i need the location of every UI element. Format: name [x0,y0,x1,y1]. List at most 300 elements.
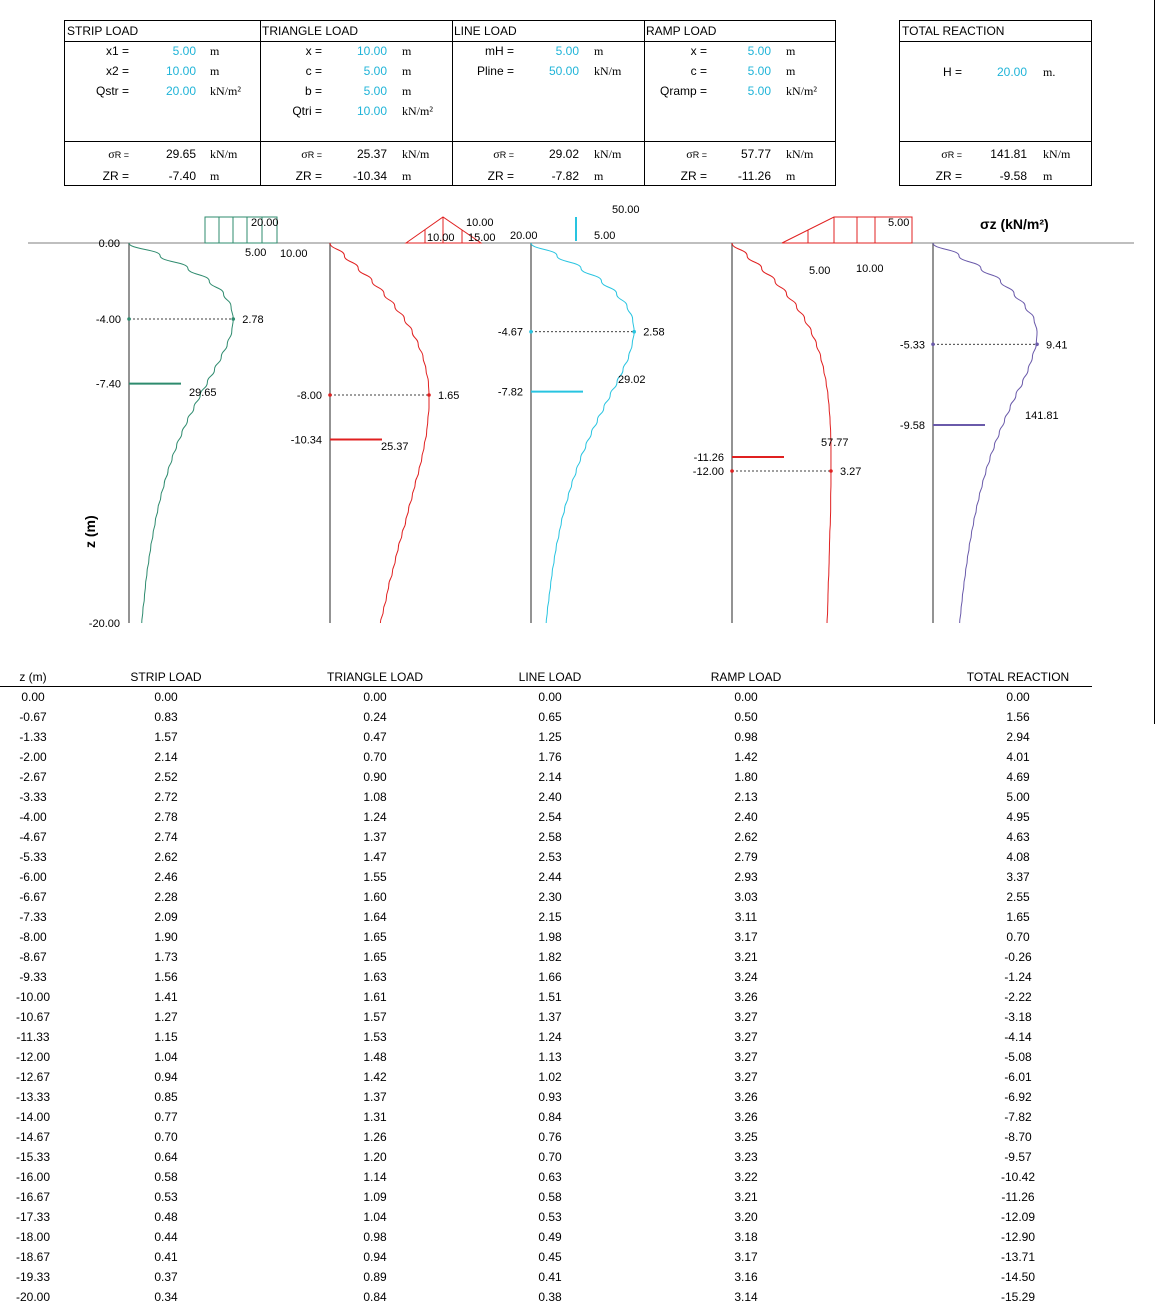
table-cell: -8.67 [19,950,47,964]
table-cell: 1.08 [363,790,387,804]
total-title: TOTAL REACTION [902,24,1005,38]
table-cell: 0.48 [154,1210,178,1224]
table-cell: 3.11 [734,910,758,924]
ramp-param-value[interactable]: 5.00 [747,64,771,78]
table-cell: 5.00 [1006,790,1030,804]
triangle-param-label: c = [305,64,322,78]
table-cell: 0.85 [154,1090,178,1104]
table-cell: 3.27 [734,1030,758,1044]
total-max-value-label: 9.41 [1046,339,1068,352]
table-cell: -16.00 [15,1170,51,1184]
table-cell: 0.44 [154,1230,178,1244]
line-resultant-z-label: -7.82 [497,386,523,399]
table-cell: 1.98 [538,930,562,944]
table-cell: 2.30 [538,890,562,904]
triangle-sigma-unit: kN/m [402,147,430,161]
table-cell: 0.84 [538,1110,562,1124]
table-cell: 0.94 [363,1250,387,1264]
table-cell: -6.01 [1004,1070,1032,1084]
table-cell: 1.61 [363,990,387,1004]
table-cell: -11.33 [16,1030,50,1044]
triangle-max-marker [427,393,431,397]
table-cell: 4.01 [1006,750,1030,764]
table-cell: -3.18 [1004,1010,1032,1024]
table-cell: 0.45 [538,1250,562,1264]
table-cell: -5.08 [1004,1050,1032,1064]
table-cell: -2.22 [1004,990,1032,1004]
ramp-param-unit: kN/m² [786,84,817,98]
table-cell: -10.00 [15,990,51,1004]
table-cell: 0.37 [154,1270,178,1284]
table-cell: 0.24 [363,710,387,724]
total-sigma-unit: kN/m [1043,147,1071,161]
table-cell: 1.37 [538,1010,562,1024]
line-max-z-label: -4.67 [497,326,523,339]
triangle-x2-label: 15.00 [468,232,496,244]
table-cell: -0.26 [1004,950,1032,964]
total-resultant-value-label: 141.81 [1025,410,1059,422]
triangle-param-unit: kN/m² [402,104,433,118]
triangle-title: TRIANGLE LOAD [262,24,359,38]
table-cell: -6.67 [19,890,47,904]
table-cell: -14.00 [15,1110,51,1124]
table-cell: 1.65 [363,930,387,944]
table-cell: 1.24 [363,810,387,824]
line-param-value[interactable]: 5.00 [555,44,579,58]
table-cell: 0.76 [538,1130,562,1144]
table-cell: 0.65 [538,710,562,724]
triangle-param-unit: m [402,44,412,58]
line-sigma-value: 29.02 [548,147,579,161]
sigma-symbol: σ [686,147,693,161]
strip-max-z-label: -4.00 [95,314,121,326]
table-cell: -10.67 [15,1010,51,1024]
table-cell: 3.26 [734,1110,758,1124]
table-cell: -9.57 [1004,1150,1032,1164]
table-cell: 0.49 [538,1230,562,1244]
table-cell: 1.56 [1006,710,1030,724]
line-p-label: 50.00 [612,204,640,216]
table-cell: 2.40 [538,790,562,804]
table-cell: 0.00 [21,690,45,704]
triangle-load-sketch [406,217,496,244]
table-cell: 1.53 [363,1030,387,1044]
strip-param-value[interactable]: 10.00 [165,64,196,78]
table-cell: 2.28 [154,890,178,904]
table-cell: 1.41 [154,990,178,1004]
table-cell: 0.50 [734,710,758,724]
total-resultant-z-label: -9.58 [899,420,925,433]
table-cell: -18.00 [15,1230,51,1244]
strip-param-unit: kN/m² [210,84,241,98]
table-cell: -1.24 [1004,970,1032,984]
stress-profile-chart [0,0,1156,640]
table-cell: 3.25 [734,1130,758,1144]
table-cell: 0.34 [154,1290,178,1304]
table-cell: 0.70 [154,1130,178,1144]
triangle-max-value-label: 1.65 [438,390,460,402]
table-column-header: LINE LOAD [518,670,582,684]
table-cell: 1.63 [363,970,387,984]
table-cell: 2.46 [154,870,178,884]
line-param-label: Pline = [476,64,514,78]
table-cell: 1.64 [363,910,387,924]
ramp-title: RAMP LOAD [646,24,717,38]
table-cell: 2.62 [734,830,758,844]
ramp-z-unit: m [786,169,796,183]
table-cell: 3.24 [734,970,758,984]
line-max-marker [529,330,533,334]
table-cell: 2.14 [154,750,178,764]
total-param-value[interactable]: 20.00 [996,65,1027,79]
strip-stress-curve [129,243,233,623]
table-cell: 3.17 [734,1250,758,1264]
y-tick-label: 0.00 [98,238,120,250]
table-cell: -13.71 [1000,1250,1036,1264]
line-resultant-value-label: 29.02 [618,374,646,386]
table-cell: 1.60 [363,890,387,904]
table-cell: 3.22 [734,1170,758,1184]
ramp-max-marker [730,469,734,473]
table-cell: -17.33 [15,1210,51,1224]
triangle-z-label: ZR = [295,169,322,183]
line-stress-curve [531,243,634,623]
table-cell: -10.42 [1000,1170,1036,1184]
table-cell: 2.62 [154,850,178,864]
table-cell: 1.27 [154,1010,178,1024]
table-cell: 0.70 [538,1150,562,1164]
table-cell: 0.93 [538,1090,562,1104]
table-cell: 1.57 [363,1010,387,1024]
table-cell: 1.42 [363,1070,387,1084]
table-cell: 2.14 [538,770,562,784]
strip-panel [95,243,267,623]
triangle-max-marker [328,393,332,397]
table-cell: 1.76 [538,750,562,764]
table-cell: -2.00 [19,750,47,764]
strip-sigma-unit: kN/m [210,147,238,161]
table-cell: -7.33 [19,910,47,924]
table-cell: -19.33 [15,1270,51,1284]
triangle-param-unit: m [402,64,412,78]
sigma-symbol: σ [941,147,948,161]
table-cell: 0.90 [363,770,387,784]
strip-param-unit: m [210,44,220,58]
table-cell: 1.25 [538,730,562,744]
table-cell: 1.42 [734,750,758,764]
table-cell: 0.89 [363,1270,387,1284]
sigma-label-text: R = [114,150,129,160]
table-cell: 4.69 [1006,770,1030,784]
ramp-x-label: 5.00 [809,265,831,277]
table-cell: 4.95 [1006,810,1030,824]
triangle-param-label: b = [304,84,322,98]
table-cell: 1.31 [363,1110,387,1124]
table-cell: -8.70 [1004,1130,1032,1144]
table-cell: 1.65 [363,950,387,964]
table-cell: 1.04 [154,1050,178,1064]
table-cell: 1.82 [538,950,562,964]
table-cell: -13.33 [15,1090,51,1104]
table-column-header: RAMP LOAD [710,670,782,684]
table-cell: 0.38 [538,1290,562,1304]
table-cell: -8.00 [19,930,47,944]
ramp-param-value[interactable]: 5.00 [747,84,771,98]
strip-z-value: -7.40 [168,169,196,183]
sigma-label-text: R = [499,150,514,160]
table-cell: -12.90 [1000,1230,1036,1244]
table-cell: 3.16 [734,1270,758,1284]
triangle-sigma-value: 25.37 [356,147,387,161]
triangle-param-value[interactable]: 10.00 [356,44,387,58]
strip-resultant-value-label: 29.65 [189,387,217,399]
ramp-param-label: x = [690,44,707,58]
line-panel [498,243,665,623]
table-cell: 0.83 [154,710,178,724]
table-cell: 3.27 [734,1050,758,1064]
table-cell: 1.56 [154,970,178,984]
ramp-param-label: Qramp = [659,84,707,98]
ramp-param-value[interactable]: 5.00 [747,44,771,58]
ramp-param-unit: m [786,64,796,78]
strip-sigma-value: 29.65 [165,147,196,161]
ramp-sigma-unit: kN/m [786,147,814,161]
triangle-stress-curve [330,243,429,623]
triangle-param-label: Qtri = [292,104,322,118]
triangle-max-z-label: -8.00 [296,390,322,402]
table-cell: 2.78 [154,810,178,824]
table-cell: -16.67 [15,1190,51,1204]
total-z-label: ZR = [935,169,962,183]
chart-title: σz (kN/m²) [980,216,1049,232]
triangle-z-unit: m [402,169,412,183]
line-z-label: ZR = [487,169,514,183]
table-cell: 0.47 [363,730,387,744]
table-cell: 1.66 [538,970,562,984]
table-cell: 3.17 [734,930,758,944]
table-cell: 1.80 [734,770,758,784]
line-mh-label: 20.00 [510,230,538,242]
table-cell: 1.47 [363,850,387,864]
ramp-q-label: 5.00 [888,217,910,229]
line-z-value: -7.82 [551,169,579,183]
table-cell: 2.55 [1006,890,1030,904]
ramp-z-value: -11.26 [737,169,771,183]
strip-param-value[interactable]: 5.00 [172,44,196,58]
table-cell: 3.27 [734,1070,758,1084]
table-cell: 1.20 [363,1150,387,1164]
table-column-header: TRIANGLE LOAD [326,670,424,684]
table-cell: 1.14 [363,1170,387,1184]
table-cell: 2.94 [1006,730,1030,744]
strip-x1-label: 5.00 [245,247,267,259]
table-cell: 0.98 [734,730,758,744]
table-column-header: TOTAL REACTION [966,670,1070,684]
ramp-resultant-value-label: 57.77 [821,437,849,449]
strip-param-value[interactable]: 20.00 [165,84,196,98]
ramp-panel [693,243,862,623]
ramp-max-value-label: 3.27 [839,466,862,478]
table-cell: 2.72 [154,790,178,804]
y-tick-label: -20.00 [88,618,120,630]
sheet-edge [1154,0,1155,724]
strip-resultant-z-label: -7.40 [95,378,121,391]
table-cell: 2.44 [538,870,562,884]
line-param-value[interactable]: 50.00 [548,64,579,78]
table-cell: -11.26 [1001,1190,1035,1204]
line-x-label: 5.00 [594,230,616,242]
table-cell: 1.48 [363,1050,387,1064]
total-panel [900,243,1068,623]
strip-load-sketch [205,217,308,260]
table-cell: -4.67 [19,830,47,844]
table-cell: 3.18 [734,1230,758,1244]
table-cell: 1.90 [154,930,178,944]
table-cell: 0.94 [154,1070,178,1084]
table-cell: 2.58 [538,830,562,844]
table-cell: 1.37 [363,830,387,844]
table-cell: 1.24 [538,1030,562,1044]
triangle-x-label: 10.00 [427,232,455,244]
total-max-marker [1035,342,1039,346]
table-cell: -20.00 [15,1290,51,1304]
line-z-unit: m [594,169,604,183]
table-cell: 2.93 [734,870,758,884]
total-z-unit: m [1043,169,1053,183]
table-cell: -2.67 [19,770,47,784]
sigma-symbol: σ [108,147,115,161]
table-cell: 0.41 [154,1250,178,1264]
table-cell: 2.40 [734,810,758,824]
table-cell: 0.64 [154,1150,178,1164]
table-cell: 3.37 [1006,870,1030,884]
strip-z-unit: m [210,169,220,183]
table-cell: 0.00 [734,690,758,704]
table-cell: 0.00 [1006,690,1030,704]
strip-max-marker [231,317,235,321]
line-load-sketch [510,204,640,242]
total-sigma-value: 141.81 [990,147,1027,161]
table-cell: -3.33 [19,790,47,804]
table-cell: 1.55 [363,870,387,884]
table-cell: 0.70 [363,750,387,764]
ramp-sigma-value: 57.77 [740,147,771,161]
triangle-resultant-value-label: 25.37 [381,441,409,453]
table-cell: 0.58 [538,1190,562,1204]
table-cell: 1.26 [363,1130,387,1144]
table-cell: -14.67 [15,1130,51,1144]
strip-param-label: x2 = [105,64,129,78]
table-cell: 0.00 [154,690,178,704]
table-cell: 1.65 [1006,910,1030,924]
line-param-unit: m [594,44,604,58]
table-cell: 0.00 [363,690,387,704]
line-sigma-unit: kN/m [594,147,622,161]
strip-param-label: Qstr = [95,84,129,98]
strip-max-marker [127,317,131,321]
table-cell: 4.08 [1006,850,1030,864]
table-cell: 3.27 [734,1010,758,1024]
table-cell: -15.29 [1000,1290,1036,1304]
table-cell: 0.41 [538,1270,562,1284]
table-column-header: STRIP LOAD [130,670,202,684]
ramp-max-marker [829,469,833,473]
sigma-label-text: R = [692,150,707,160]
table-cell: 1.15 [154,1030,178,1044]
ramp-z-label: ZR = [680,169,707,183]
triangle-param-value[interactable]: 5.00 [363,64,387,78]
strip-max-value-label: 2.78 [242,314,264,326]
table-cell: 0.58 [154,1170,178,1184]
table-cell: -4.14 [1004,1030,1032,1044]
table-column-header: z (m) [19,670,47,684]
table-cell: 1.73 [154,950,178,964]
line-title: LINE LOAD [454,24,517,38]
table-cell: 0.00 [538,690,562,704]
table-cell: 1.02 [538,1070,562,1084]
line-param-unit: kN/m [594,64,622,78]
triangle-param-value[interactable]: 10.00 [356,104,387,118]
triangle-panel [291,243,460,623]
table-cell: 2.79 [734,850,758,864]
table-cell: 0.84 [363,1290,387,1304]
table-cell: 0.70 [1006,930,1030,944]
total-max-z-label: -5.33 [899,339,925,352]
table-cell: 0.63 [538,1170,562,1184]
strip-z-label: ZR = [102,169,129,183]
table-cell: 0.53 [154,1190,178,1204]
table-cell: 2.52 [154,770,178,784]
table-cell: 1.37 [363,1090,387,1104]
table-cell: 2.74 [154,830,178,844]
total-param-unit: m. [1043,65,1056,79]
table-cell: -1.33 [19,730,47,744]
table-cell: 3.26 [734,990,758,1004]
table-cell: 3.21 [734,1190,758,1204]
ramp-param-unit: m [786,44,796,58]
table-cell: -0.67 [19,710,47,724]
table-cell: 0.77 [154,1110,178,1124]
table-cell: 3.20 [734,1210,758,1224]
table-cell: 1.09 [363,1190,387,1204]
table-cell: -14.50 [1000,1270,1036,1284]
strip-param-unit: m [210,64,220,78]
sigma-label-text: R = [947,150,962,160]
ramp-load-sketch [782,217,912,277]
sigma-label-text: R = [307,150,322,160]
table-cell: 3.03 [734,890,758,904]
table-cell: 2.09 [154,910,178,924]
table-cell: -4.00 [19,810,47,824]
line-max-value-label: 2.58 [643,326,665,339]
table-cell: 4.63 [1006,830,1030,844]
strip-x2-label: 10.00 [280,248,308,260]
line-max-marker [632,330,636,334]
triangle-param-value[interactable]: 5.00 [363,84,387,98]
table-cell: -9.33 [19,970,47,984]
table-cell: 1.04 [363,1210,387,1224]
table-cell: 3.14 [734,1290,758,1304]
total-stress-curve [933,243,1037,623]
table-cell: 0.98 [363,1230,387,1244]
table-cell: -18.67 [15,1250,51,1264]
ramp-resultant-z-label: -11.26 [693,451,724,464]
strip-param-label: x1 = [105,44,129,58]
y-axis-label: z (m) [82,515,98,548]
table-cell: 0.53 [538,1210,562,1224]
table-cell: -6.92 [1004,1090,1032,1104]
ramp-max-z-label: -12.00 [692,466,724,478]
